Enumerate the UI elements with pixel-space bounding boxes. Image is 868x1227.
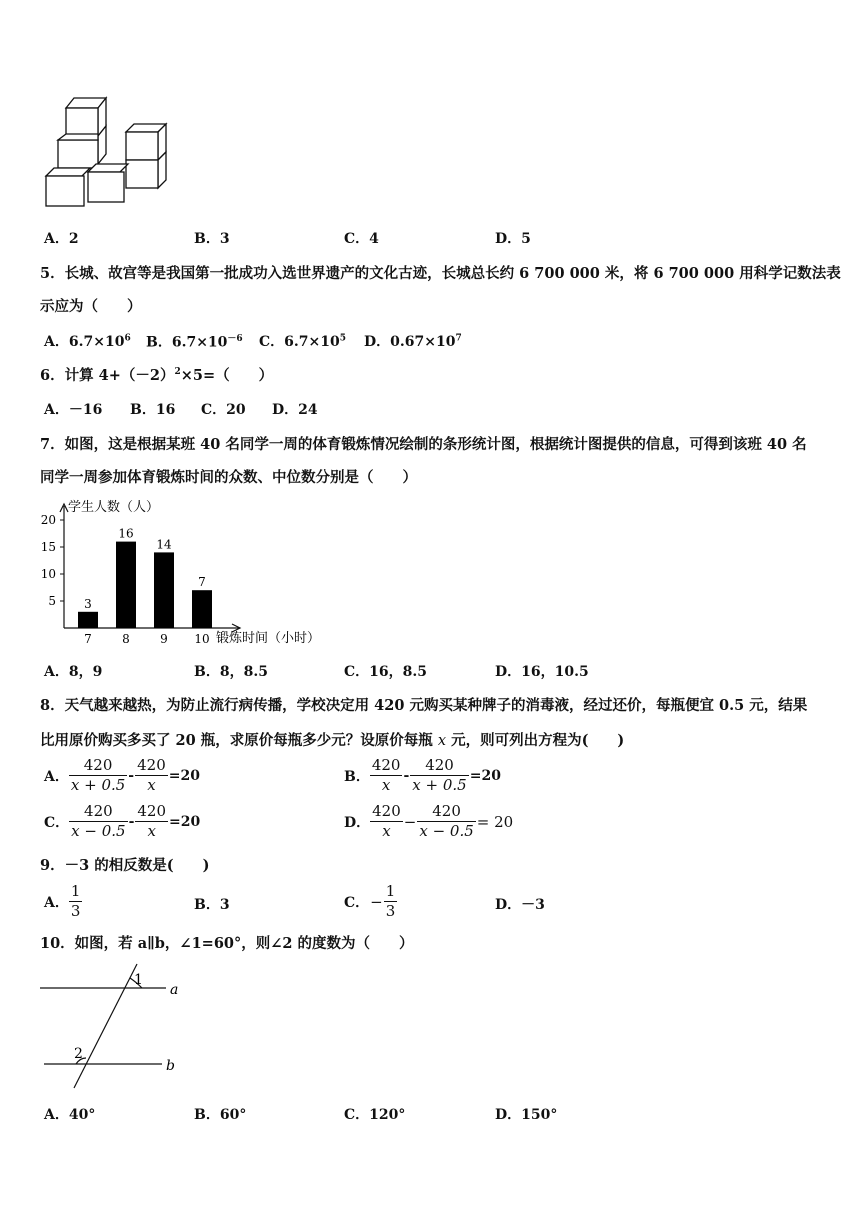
y-tick-label: 10 <box>40 567 56 581</box>
q9-stem: 9．－3 的相反数是( ) <box>40 857 210 874</box>
parallel-lines-figure <box>38 962 188 1092</box>
q8-option-c: C． $\frac{420}{x - 0.5}$ - $\frac{420}{x}$ =20 <box>44 802 201 840</box>
cube-stack-figure <box>44 94 172 212</box>
q10-option-a: A．40° <box>44 1107 96 1123</box>
q9-option-a: A． $\frac{1}{3}$ <box>44 882 81 920</box>
q5-stem-line2: 示应为（ ） <box>40 298 142 315</box>
q4-option-a: A．2 <box>44 231 79 247</box>
q6-option-c: C．20 <box>201 402 246 418</box>
q5-option-c: C．$6.7\times 10^5$ <box>259 333 346 350</box>
q5-option-b: B．$6.7\times 10^{-6}$ <box>146 334 243 351</box>
q8-stem-line2: 比用原价购买多买了 20 瓶，求原价每瓶多少元？设原价每瓶 x 元，则可列出方程为( ) <box>40 732 625 749</box>
q9-option-c: C． − $\frac{1}{3}$ <box>344 882 396 920</box>
q7-stem-line1: 7．如图，这是根据某班 40 名同学一周的体育锻炼情况绘制的条形统计图，根据统计图提供的信息，可得到该班 40 名 <box>40 436 807 453</box>
chart-ylabel: 学生人数（人） <box>68 500 160 515</box>
x-tick-label: 10 <box>194 632 210 646</box>
chart-xlabel: 锻炼时间（小时） <box>216 631 321 646</box>
q8-stem-line1: 8．天气越来越热，为防止流行病传播，学校决定用 420 元购买某种牌子的消毒液，经过还价，每瓶便宜 0.5 元，结果 <box>40 697 808 714</box>
line-a-label: a <box>170 982 179 998</box>
q4-option-d: D．5 <box>495 231 531 247</box>
q9-option-b: B．3 <box>194 897 230 913</box>
angle-1-label: 1 <box>134 972 143 988</box>
bar-data-label: 16 <box>118 526 134 541</box>
q6-option-a: A．－16 <box>44 402 103 418</box>
angle-2-label: 2 <box>74 1046 83 1062</box>
q10-option-d: D．150° <box>495 1107 558 1123</box>
q7-option-c: C．16，8.5 <box>344 664 427 680</box>
q7-option-b: B．8，8.5 <box>194 664 268 680</box>
q4-option-c: C．4 <box>344 231 379 247</box>
chart-bar <box>154 552 174 628</box>
x-tick-label: 9 <box>160 632 168 646</box>
q9-option-d: D．－3 <box>495 897 545 913</box>
q10-option-b: B．60° <box>194 1107 247 1123</box>
chart-bar <box>116 542 136 628</box>
chart-bar <box>78 612 98 628</box>
q7-option-a: A．8，9 <box>44 664 103 680</box>
q8-option-b: B． $\frac{420}{x}$ - $\frac{420}{x + 0.5}$ =20 <box>344 756 501 794</box>
q8-option-a: A． $\frac{420}{x + 0.5}$ - $\frac{420}{x}$ =20 <box>44 756 200 794</box>
q5-option-a: A．$6.7\times 10^6$ <box>44 333 131 350</box>
q6-option-d: D．24 <box>272 402 318 418</box>
q5-stem-line1: 5．长城、故宫等是我国第一批成功入选世界遗产的文化古迹，长城总长约 6 700 000 米，将 6 700 000 用科学记数法表 <box>40 265 841 282</box>
q7-option-d: D．16，10.5 <box>495 664 589 680</box>
q10-stem: 10．如图，若 a∥b，∠1=60°，则∠2 的度数为（ ） <box>40 935 414 952</box>
bar-data-label: 7 <box>198 575 206 590</box>
transversal-line <box>74 964 137 1088</box>
q7-stem-line2: 同学一周参加体育锻炼时间的众数、中位数分别是（ ） <box>40 469 417 486</box>
bar-data-label: 3 <box>84 596 92 611</box>
y-tick-label: 5 <box>48 594 56 608</box>
x-tick-label: 7 <box>84 632 92 646</box>
q6-option-b: B．16 <box>130 402 176 418</box>
exercise-time-bar-chart <box>36 494 336 650</box>
bar-data-label: 14 <box>156 537 172 552</box>
q5-option-d: D．$0.67\times 10^7$ <box>364 333 462 350</box>
y-tick-label: 20 <box>40 513 56 527</box>
q4-option-b: B．3 <box>194 231 230 247</box>
y-tick-label: 15 <box>40 540 56 554</box>
q10-option-c: C．120° <box>344 1107 406 1123</box>
q8-option-d: D． $\frac{420}{x}$ − $\frac{420}{x - 0.5}$ = 20 <box>344 802 514 840</box>
x-tick-label: 8 <box>122 632 130 646</box>
chart-bar <box>192 590 212 628</box>
line-b-label: b <box>166 1058 175 1074</box>
q6-stem: 6．计算 $4+(-2)^2\times 5=$（ ） <box>40 367 274 384</box>
